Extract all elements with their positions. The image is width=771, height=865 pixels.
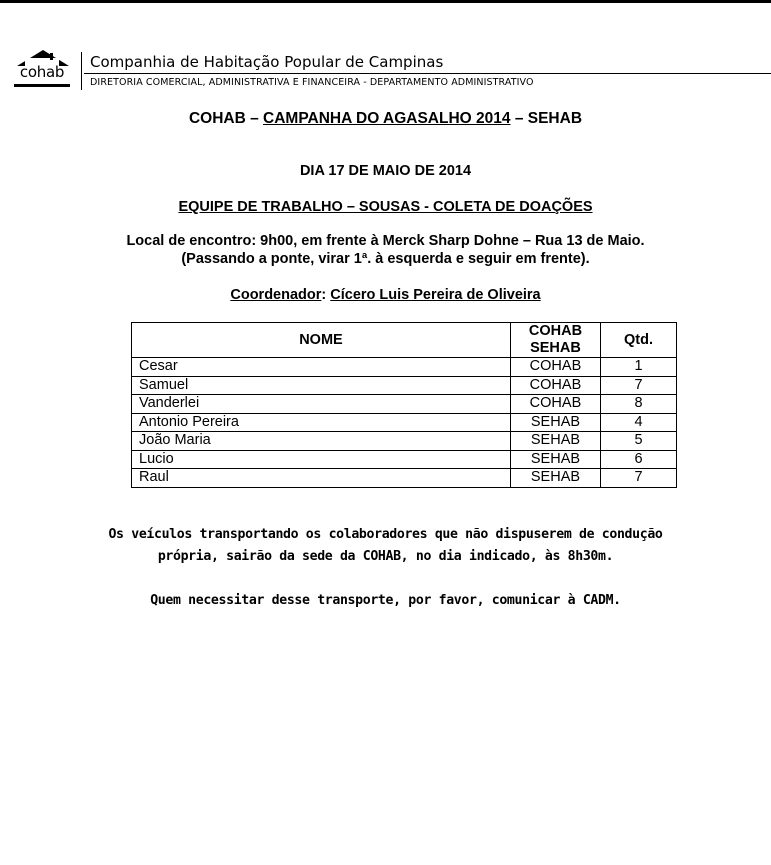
cell-qty: 7 [601,469,677,488]
transport-note-line1: Os veículos transportando os colaboradores que não dispuserem de condução [108,527,663,542]
cohab-logo [13,50,73,90]
meeting-location: Local de encontro: 9h00, em frente à Merck Sharp Dohne – Rua 13 de Maio. [126,233,645,249]
letterhead-divider [81,52,82,90]
cell-qty: 4 [601,413,677,432]
cell-qty: 8 [601,395,677,414]
cell-name: João Maria [132,432,511,451]
campaign-name: CAMPANHA DO AGASALHO 2014 [263,110,511,127]
logo-text: cohab [19,63,65,81]
table-row [132,413,677,432]
table-header-row [132,323,677,358]
header-qty: Qtd. [601,323,677,358]
transport-note-line2: própria, sairão da sede da COHAB, no dia indicado, às 8h30m. [157,549,614,564]
cell-org: COHAB [510,395,600,414]
cell-name: Lucio [132,450,511,469]
top-border [0,0,771,3]
table-row [132,469,677,488]
letterhead-rule [84,73,771,74]
cell-name: Antonio Pereira [132,413,511,432]
cell-org: COHAB [510,376,600,395]
header-name: NOME [132,323,511,358]
table-row [132,376,677,395]
cell-name: Vanderlei [132,395,511,414]
company-name: Companhia de Habitação Popular de Campinas [90,53,444,71]
team-table [131,322,677,488]
cell-org: COHAB [510,358,600,377]
document-title: COHAB – CAMPANHA DO AGASALHO 2014 – SEHAB [188,110,583,127]
cell-name: Samuel [132,376,511,395]
transport-request-note: Quem necessitar desse transporte, por favor, comunicar à CADM. [150,593,621,608]
coordinator-label: Coordenador [230,287,322,303]
cell-org: SEHAB [510,432,600,451]
cell-name: Cesar [132,358,511,377]
team-heading: EQUIPE DE TRABALHO – SOUSAS - COLETA DE DOAÇÕES [178,199,593,215]
coordinator: Coordenador: Cícero Luis Pereira de Oliveira [230,287,541,303]
table-row [132,450,677,469]
header-org: COHAB SEHAB [510,323,600,358]
table-row [132,395,677,414]
cell-qty: 5 [601,432,677,451]
cell-org: SEHAB [510,469,600,488]
department-name: DIRETORIA COMERCIAL, ADMINISTRATIVA E FINANCEIRA - DEPARTAMENTO ADMINISTRATIVO [90,77,534,88]
table-row [132,358,677,377]
event-date: DIA 17 DE MAIO DE 2014 [299,163,472,179]
cell-qty: 6 [601,450,677,469]
coordinator-name: Cícero Luis Pereira de Oliveira [330,287,541,303]
table-row [132,432,677,451]
cell-qty: 7 [601,376,677,395]
cell-org: SEHAB [510,450,600,469]
meeting-directions: (Passando a ponte, virar 1ª. à esquerda e seguir em frente). [181,251,590,267]
cell-qty: 1 [601,358,677,377]
cell-name: Raul [132,469,511,488]
cell-org: SEHAB [510,413,600,432]
